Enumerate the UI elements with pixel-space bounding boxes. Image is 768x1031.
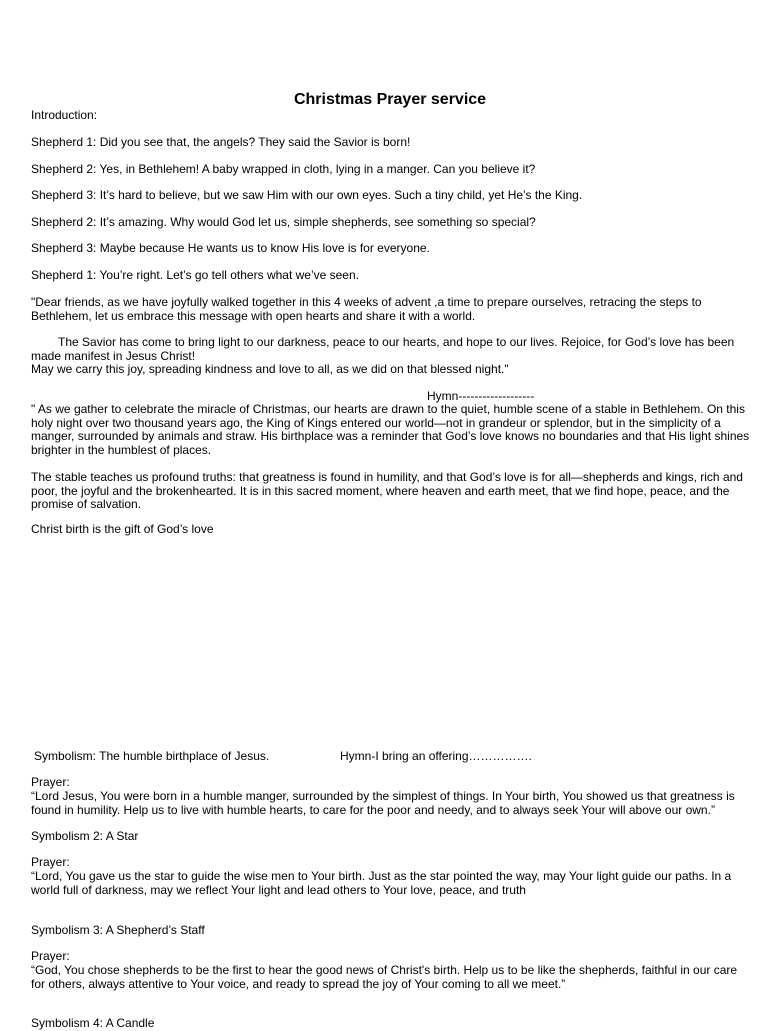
savior-paragraph bbox=[31, 336, 753, 377]
prayer-label: Prayer: bbox=[31, 949, 70, 963]
savior-text: The Savior has come to bring light to our darkness, peace to our hearts, and hope to our lives. Rejoice, for God’s love has been made manifest in Jesus Christ! bbox=[31, 335, 735, 363]
prayer-text: “Lord Jesus, You were born in a humble manger, surrounded by the simplest of things. In Your birth, You showed us that greatness is found in humility. Help us to live with humble hearts, to care for the poor and needy, and to always seek Your will above our own.” bbox=[31, 789, 735, 817]
dialogue-line: Shepherd 1: You’re right. Let’s go tell others what we’ve seen. bbox=[31, 268, 359, 282]
symbolism-heading: Symbolism: The humble birthplace of Jesus. bbox=[34, 749, 270, 763]
hymn-marker: Hymn------------------- bbox=[427, 389, 535, 403]
symbolism-heading: Symbolism 2: A Star bbox=[31, 829, 139, 843]
prayer-text: “God, You chose shepherds to be the first to hear the good news of Christ's birth. Help us to be like the shepherds, faithful in our care for others, always attentive to Your voice, and ready to spread the joy of Your coming to all we meet.” bbox=[31, 963, 738, 991]
prayer-label: Prayer: bbox=[31, 855, 70, 869]
dialogue-line: Shepherd 2: It’s amazing. Why would God let us, simple shepherds, see something so special? bbox=[31, 215, 536, 229]
prayer-text: “Lord, You gave us the star to guide the wise men to Your birth. Just as the star pointed the way, may Your light guide our paths. In a world full of darkness, may we reflect Your light and lead others to Your love, peace, and truth bbox=[31, 869, 732, 897]
prayer-label: Prayer: bbox=[31, 775, 70, 789]
dialogue-line: Shepherd 3: Maybe because He wants us to know His love is for everyone. bbox=[31, 241, 430, 255]
dialogue-line: Shepherd 3: It’s hard to believe, but we saw Him with our own eyes. Such a tiny child, yet He’s the King. bbox=[31, 188, 583, 202]
dialogue-line: Shepherd 2: Yes, in Bethlehem! A baby wrapped in cloth, lying in a manger. Can you believe it? bbox=[31, 162, 536, 176]
theme-line: Christ birth is the gift of God’s love bbox=[31, 522, 214, 536]
symbolism-heading: Symbolism 4: A Candle bbox=[31, 1016, 155, 1030]
dialogue-line: Shepherd 1: Did you see that, the angels? They said the Savior is born! bbox=[31, 135, 411, 149]
hymn-reference: Hymn-I bring an offering……………. bbox=[340, 749, 532, 763]
introduction-label: Introduction: bbox=[31, 108, 98, 122]
page-title: Christmas Prayer service bbox=[293, 91, 487, 108]
welcome-paragraph: "Dear friends, as we have joyfully walked together in this 4 weeks of advent ,a time to prepare ourselves, retracing the steps to Bethlehem, let us embrace this message with open hearts and share it with a world. bbox=[31, 295, 702, 323]
symbolism-heading: Symbolism 3: A Shepherd’s Staff bbox=[31, 923, 205, 937]
reflection-paragraph: The stable teaches us profound truths: that greatness is found in humility, and that God’s love is for all—shepherds and kings, rich and poor, the joyful and the brokenhearted. It is in this sacred moment, where heaven and earth meet, that we find hope, peace, and the promise of salvation. bbox=[31, 470, 743, 511]
savior-closing: May we carry this joy, spreading kindness and love to all, as we did on that blessed night." bbox=[31, 362, 509, 376]
reflection-paragraph: " As we gather to celebrate the miracle of Christmas, our hearts are drawn to the quiet, humble scene of a stable in Bethlehem. On this holy night over two thousand years ago, the King of Kings entered our world—not in grandeur or splendor, but in the simplicity of a manger, surrounded by animals and straw. His birthplace was a reminder that God’s love knows no boundaries and that His light shines brighter in the humblest of places. bbox=[31, 402, 750, 457]
